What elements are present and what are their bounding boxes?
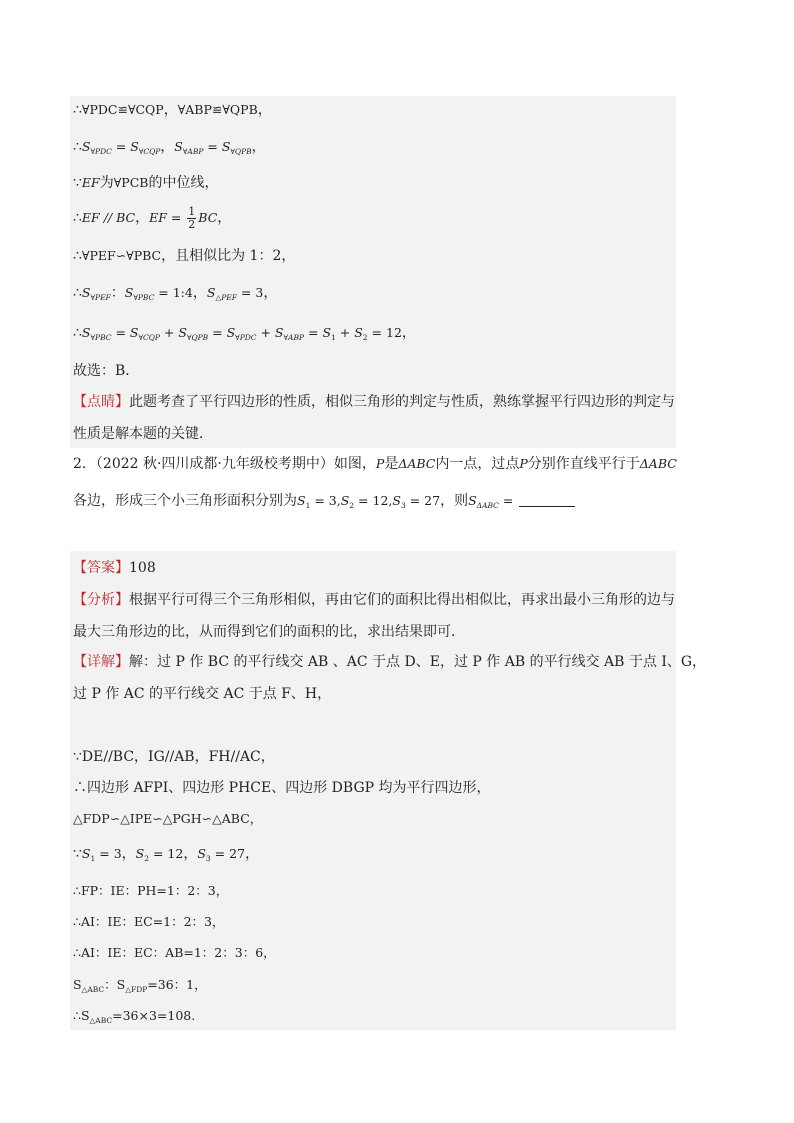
solution-line-5 [73,247,295,265]
area-symbol: S [81,846,91,861]
therefore-symbol: ∴ [73,248,82,264]
therefore-symbol: ∴ [73,1008,81,1023]
fraction-numerator: 1 [188,204,196,218]
solution-line-2 [73,138,266,161]
text: ， [251,139,266,155]
area-symbol: S [81,285,91,300]
text: =36：1， [147,977,207,992]
area-symbol: S [340,493,350,508]
subscript: 1 [90,854,96,863]
area-symbol: S [226,325,236,340]
area-symbol: S [178,325,187,340]
subscript: ∀QPB [186,333,209,342]
subscript: ΔABC [476,501,499,510]
step-line-9 [73,1007,195,1030]
answer-value: 108 [129,560,156,576]
subscript: △PEF [215,293,237,302]
text: ： [110,285,125,301]
math-expression: = 3 [95,846,122,861]
subscript: ∀CQP [138,147,161,156]
math-expression: ∀PEF [81,248,116,263]
question-text: ，则 [440,493,469,509]
math-expression: + [159,325,179,340]
math-expression: ∀ABP [177,102,212,117]
text: 的中位线， [148,175,219,191]
because-symbol: ∵ [73,846,82,862]
math-expression: + [256,325,275,340]
question-text: 各边，形成三个小三角形面积分别为 [73,493,297,509]
text: 为 [99,175,114,191]
subscript: 2 [144,854,150,863]
subscript: ∀PDC [235,333,257,342]
math-expression: ∀QPB [222,102,258,117]
text: ， [401,325,416,341]
math-expression: ∀CQP [127,102,164,117]
text: ， [135,210,150,226]
step-line-5: ∴FP：IE：PH=1：2：3， [73,883,229,898]
math-expression: = 3 [236,285,264,300]
fraction-denominator: 2 [188,217,196,231]
subscript: ∀PDC [90,147,112,156]
solution-line-1 [73,101,272,119]
area-symbol: S [81,139,91,154]
area-symbol: S [354,325,363,340]
text: ， [183,846,198,862]
text: ， [245,846,260,862]
fraction [187,206,196,231]
analysis-line-1 [73,591,675,609]
area-symbol: S [322,325,332,340]
therefore-symbol: ∴ [73,325,82,341]
math-expression: ∀PDC [81,102,118,117]
text: ， [163,102,178,118]
math-expression: EF // BC [81,210,136,225]
question-text: 2．（2022 秋·四川成都·九年级校考期中）如图， [73,456,376,472]
math-expression: = 12 [149,846,184,861]
math-expression: EF [81,175,100,190]
math-expression: ∀PBC [126,248,162,263]
detail-text: 解：过 P 作 BC 的平行线交 AB 、AC 于点 D、E，过 P 作 AB 的平行线交 AB 于点 I、G， [129,654,707,670]
subscript: 1 [331,333,336,342]
question-2-line-1 [73,455,677,473]
answer-tag: 【答案】 [73,560,129,576]
step-line-4 [73,845,259,868]
question-text: 内一点，过点 [435,456,520,472]
therefore-symbol: ∴ [73,285,82,301]
because-symbol: ∵ [73,175,82,191]
math-expression: = [304,325,323,340]
area-symbol: S [135,846,145,861]
math-expression: BC [198,210,218,225]
answer-blank [519,494,575,507]
analysis-text: 根据平行可得三个三角形相似，再由它们的面积比得出相似比，再求出最小三角形的边与 [129,592,675,608]
math-expression: = 27 [210,846,246,861]
subscript: 2 [349,501,355,510]
math-expression: = 1:4 [154,285,193,300]
subscript: ∀PBC [133,293,155,302]
subscript: 1 [305,501,311,510]
solution-line-6 [73,284,277,307]
text: ， [160,139,175,155]
step-line-6: ∴AI：IE：EC=1：2：3， [73,914,225,929]
math-expression: = [208,325,227,340]
text: ， [217,210,232,226]
subscript: ∀QPB [230,147,252,156]
math-expression: = 12 [367,325,402,340]
area-symbol: S [274,325,284,340]
step-line-1: ∵DE//BC，IG//AB，FH//AC， [73,749,275,765]
math-expression: = [498,493,518,508]
area-symbol: S [197,846,206,861]
comment-line-2: 性质是解本题的关键． [73,426,213,442]
step-line-7: ∴AI：IE：EC：AB=1：2：3：6， [73,945,276,960]
text: ，且相似比为 1：2， [161,248,296,264]
question-text: 是 [384,456,399,472]
subscript: △FDP [125,985,148,994]
area-symbol: S [130,139,139,154]
step-line-2: ∴四边形 AFPI、四边形 PHCE、四边形 DBGP 均为平行四边形， [73,780,491,796]
step-line-3: △FDP∽△IPE∽△PGH∽△ABC， [73,811,263,826]
math-expression: ΔABC [639,456,677,471]
area-symbol: S [468,493,477,508]
therefore-symbol: ∴ [73,139,82,155]
solution-line-4 [73,205,231,231]
subscript: 3 [400,501,406,510]
text: ， [192,285,207,301]
area-symbol: S [81,325,91,340]
math-expression: EF = [149,210,186,225]
math-expression: = [111,325,130,340]
analysis-tag: 【分析】 [73,592,129,608]
area-symbol: S [392,493,401,508]
math-expression: ≌ [117,102,128,117]
detail-line-2: 过 P 作 AC 的平行线交 AC 于点 F、H， [73,686,332,702]
text: ， [121,846,136,862]
math-expression: = [203,139,222,154]
subscript: ∀ABP [182,147,204,156]
detail-tag: 【详解】 [73,654,129,670]
area-symbol: S [129,325,139,340]
comment-text: 此题考查了平行四边形的性质，相似三角形的判定与性质，熟练掌握平行四边形的判定与 [129,394,675,410]
area-symbol: S [206,285,216,300]
text: ： [104,977,117,992]
text: =36×3=108. [112,1008,196,1023]
therefore-symbol: ∴ [73,210,82,226]
math-expression: = 3, [310,493,341,508]
text: ， [257,102,272,118]
subscript: ∀CQP [138,333,160,342]
math-expression: ∽ [115,248,127,263]
area-symbol: S [80,1008,90,1023]
math-expression: = 12, [354,493,393,508]
math-expression: = [111,139,131,154]
math-expression: + [335,325,355,340]
solution-line-7 [73,324,416,347]
area-symbol: S [221,139,231,154]
solution-line-8: 故选：B． [73,363,140,379]
question-text: 分别作直线平行于 [527,456,640,472]
subscript: ∀PEF [90,293,111,302]
math-expression: ≌ [211,102,223,117]
math-expression: P [375,456,385,471]
comment-line-1 [73,393,675,411]
area-symbol: S [124,285,134,300]
therefore-symbol: ∴ [73,102,82,118]
text: ， [263,285,278,301]
math-expression: ∀PCB [113,175,149,190]
comment-tag: 【点睛】 [73,394,129,410]
detail-line-1 [73,653,706,671]
subscript: 2 [362,333,368,342]
step-line-8 [73,976,207,999]
area-symbol: S [297,493,306,508]
question-2-line-2 [73,492,575,515]
area-symbol: S [73,977,82,992]
subscript: △ABC [89,1016,113,1025]
math-expression: ΔABC [398,456,436,471]
math-expression: = 27 [405,493,441,508]
subscript: ∀ABP [283,333,305,342]
subscript: △ABC [81,985,105,994]
subscript: ∀PBC [90,333,112,342]
answer-line [73,559,156,577]
analysis-line-2: 最大三角形边的比，从而得到它们的面积的比，求出结果即可． [73,624,465,640]
area-symbol: S [174,139,183,154]
math-expression: P [519,456,528,471]
solution-line-3 [73,174,218,192]
subscript: 3 [205,854,211,863]
area-symbol: S [116,977,126,992]
